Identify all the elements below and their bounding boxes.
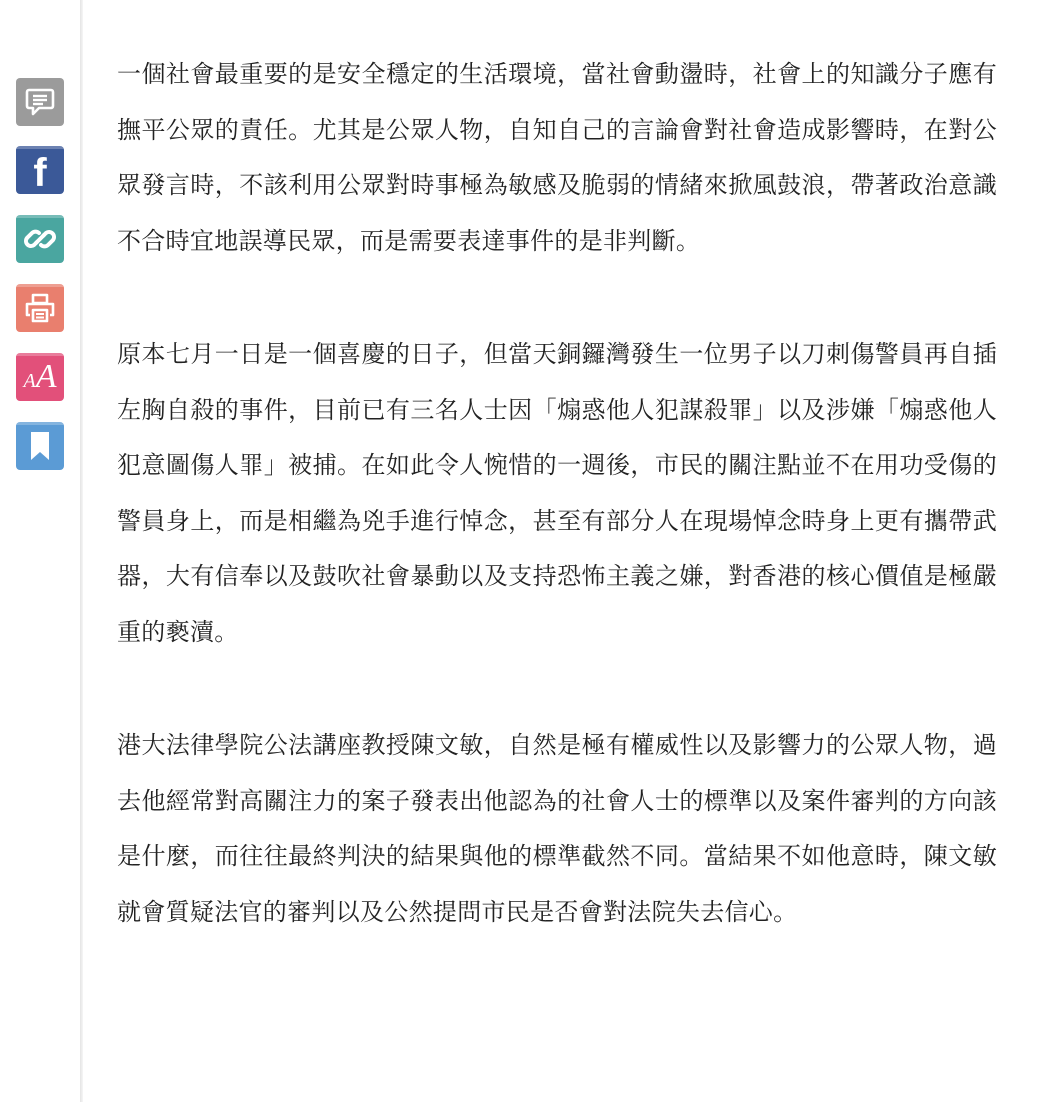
article-paragraph: 一個社會最重要的是安全穩定的生活環境，當社會動盪時，社會上的知識分子應有撫平公眾的責任。尤其是公眾人物，自知自己的言論會對社會造成影響時，在對公眾發言時，不該利用公眾對時事極為敏感及脆弱的情緒來掀風鼓浪，帶著政治意識不合時宜地誤導民眾，而是需要表達事件的是非判斷。 xyxy=(117,60,997,255)
link-icon xyxy=(23,222,57,256)
bookmark-button[interactable] xyxy=(16,422,64,470)
facebook-share-button[interactable] xyxy=(16,146,64,194)
share-toolbar xyxy=(0,0,80,1102)
bookmark-icon xyxy=(28,430,52,462)
comment-icon xyxy=(25,87,55,117)
article-paragraph: 港大法律學院公法講座教授陳文敏，自然是極有權威性以及影響力的公眾人物，過去他經常對高關注力的案子發表出他認為的社會人士的標準以及案件審判的方向該是什麼，而往往最終判決的結果與他的標準截然不同。當結果不如他意時，陳文敏就會質疑法官的審判以及公然提問市民是否會對法院失去信心。 xyxy=(117,731,997,926)
print-button[interactable] xyxy=(16,284,64,332)
font-size-button[interactable] xyxy=(16,353,64,401)
comment-button[interactable] xyxy=(16,78,64,126)
copy-link-button[interactable] xyxy=(16,215,64,263)
article-paragraph: 原本七月一日是一個喜慶的日子，但當天銅鑼灣發生一位男子以刀刺傷警員再自插左胸自殺的事件，目前已有三名人士因「煽惑他人犯謀殺罪」以及涉嫌「煽惑他人犯意圖傷人罪」被捕。在如此令人惋惜的一週後，市民的關注點並不在用功受傷的警員身上，而是相繼為兇手進行悼念，甚至有部分人在現場悼念時身上更有攜帶武器，大有信奉以及鼓吹社會暴動以及支持恐怖主義之嫌，對香港的核心價值是極嚴重的褻瀆。 xyxy=(117,340,997,646)
font-size-icon: AA xyxy=(23,358,57,395)
printer-icon xyxy=(24,292,56,324)
facebook-icon: f xyxy=(33,151,47,195)
article-body xyxy=(117,47,997,998)
toolbar-divider xyxy=(80,0,83,1102)
